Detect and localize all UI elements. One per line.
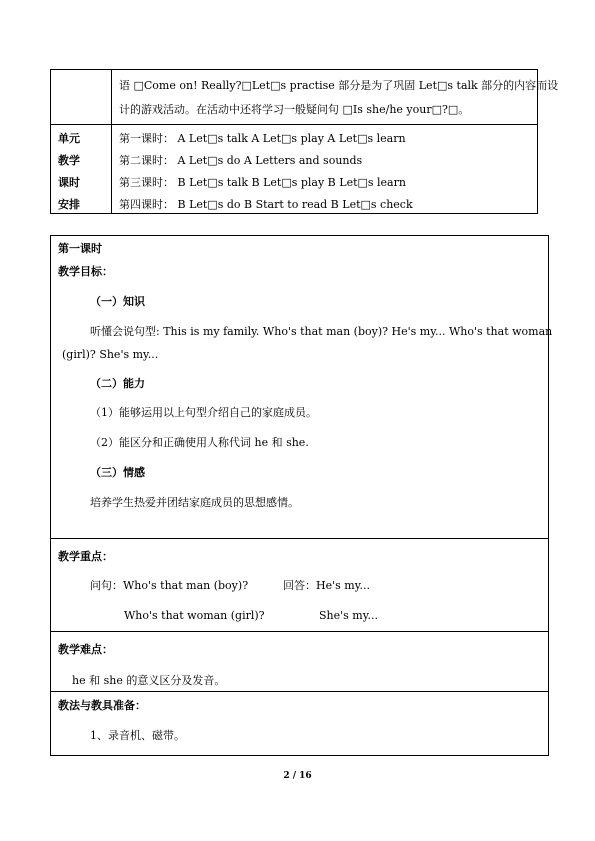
knowledge-line-1: 听懂会说句型: This is my family. Who's that man (boy)? He's my... Who's that woman — [90, 325, 553, 338]
knowledge-heading: （一）知识 — [90, 295, 145, 308]
top-table-column-divider — [111, 69, 112, 214]
preparation-heading: 教法与教具准备： — [58, 699, 146, 712]
main-table-border-left — [50, 235, 51, 756]
emotion-text: 培养学生热爱并团结家庭成员的思想感情。 — [90, 496, 299, 509]
top-table-border-left — [50, 69, 51, 214]
key-answer-1: 回答：He's my... — [283, 579, 370, 592]
preparation-item-1: 1、录音机、磁带。 — [90, 729, 185, 742]
main-table-border-right — [548, 235, 549, 756]
unit-label-line-4: 安排 — [58, 198, 80, 211]
difficulties-section-divider — [50, 691, 549, 692]
intro-line-1: 语 □Come on! Really?□Let□s practise 部分是为了巩固 Let□s talk 部分的内容而设 — [119, 79, 559, 92]
schedule-lesson-1: 第一课时： A Let□s talk A Let□s play A Let□s learn — [119, 132, 406, 145]
objectives-section-divider — [50, 538, 549, 539]
schedule-lesson-2: 第二课时： A Let□s do A Letters and sounds — [119, 154, 363, 167]
key-points-heading: 教学重点： — [58, 550, 113, 563]
emotion-heading: （三）情感 — [90, 466, 145, 479]
unit-label-line-2: 教学 — [58, 154, 80, 167]
ability-item-1: （1）能够运用以上句型介绍自己的家庭成员。 — [90, 406, 317, 419]
ability-heading: （二）能力 — [90, 377, 145, 390]
difficulties-heading: 教学难点： — [58, 643, 113, 656]
unit-label-line-3: 课时 — [58, 176, 80, 189]
schedule-lesson-4: 第四课时： B Let□s do B Start to read B Let□s check — [119, 198, 413, 211]
main-table-border-bottom — [50, 755, 549, 756]
ability-item-2: （2）能区分和正确使用人称代词 he 和 she. — [90, 436, 309, 449]
knowledge-line-2: (girl)? She's my... — [62, 348, 159, 361]
page-number: 2 / 16 — [283, 771, 312, 781]
lesson-title: 第一课时 — [58, 242, 102, 255]
key-answer-2: She's my... — [319, 609, 378, 622]
schedule-lesson-3: 第三课时： B Let□s talk B Let□s play B Let□s learn — [119, 176, 406, 189]
key-points-section-divider — [50, 631, 549, 632]
key-question-2: Who's that woman (girl)? — [124, 609, 265, 622]
key-question-1: 问句：Who's that man (boy)? — [90, 579, 249, 592]
objectives-heading: 教学目标： — [58, 265, 113, 278]
top-table-border-bottom — [50, 213, 538, 214]
unit-label-line-1: 单元 — [58, 132, 80, 145]
intro-line-2: 计的游戏活动。在活动中还将学习一般疑问句 □Is she/he your□?□。 — [119, 103, 470, 116]
main-table-border-top — [50, 235, 549, 236]
difficulties-text: he 和 she 的意义区分及发音。 — [72, 674, 226, 687]
top-table-border-top — [50, 69, 538, 70]
top-table-divider — [50, 124, 538, 125]
